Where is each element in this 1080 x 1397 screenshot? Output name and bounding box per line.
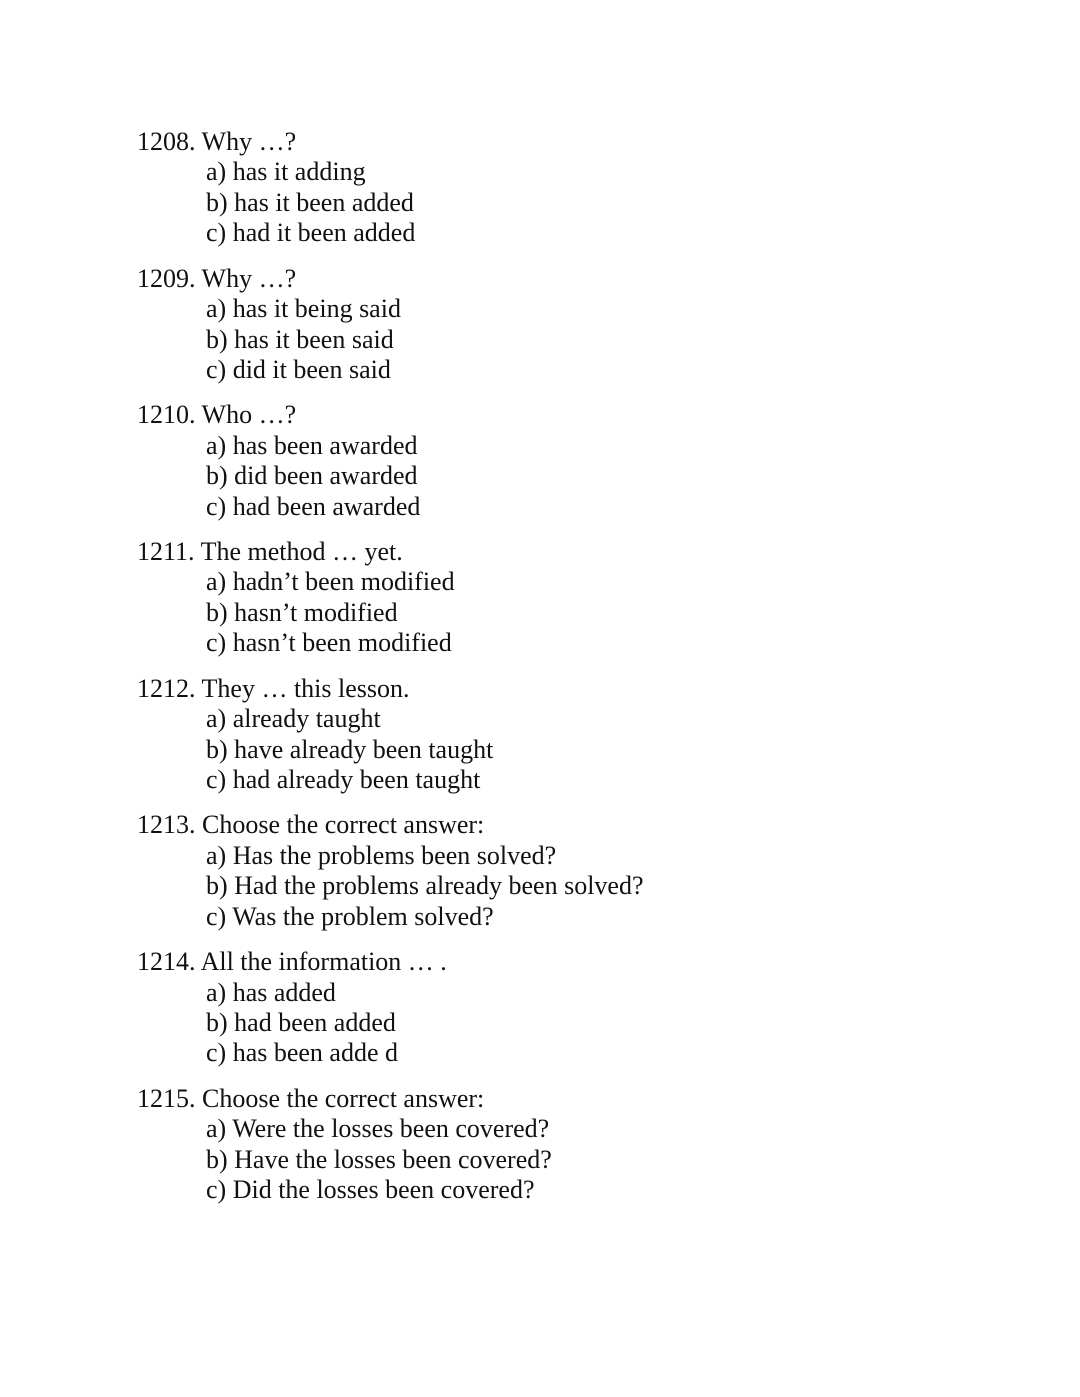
question-item bbox=[137, 400, 644, 537]
answer-option: c) Was the problem solved? bbox=[206, 901, 494, 931]
answer-option: a) Were the losses been covered? bbox=[206, 1114, 550, 1144]
question-item bbox=[137, 674, 644, 811]
question-stem: 1213. Choose the correct answer: bbox=[137, 810, 485, 840]
answer-option: b) have already been taught bbox=[206, 734, 494, 764]
answer-option: c) had already been taught bbox=[206, 764, 481, 794]
answer-option: b) has it been added bbox=[206, 187, 414, 217]
answer-option: a) already taught bbox=[206, 704, 381, 734]
answer-option: a) has been awarded bbox=[206, 430, 418, 460]
answer-option: a) has it being said bbox=[206, 294, 401, 324]
answer-option: b) hasn’t modified bbox=[206, 597, 398, 627]
question-item bbox=[137, 537, 644, 674]
question-stem: 1210. Who …? bbox=[137, 400, 297, 430]
question-item bbox=[137, 264, 644, 401]
answer-option: a) Has the problems been solved? bbox=[206, 840, 557, 870]
answer-option: b) Had the problems already been solved? bbox=[206, 871, 644, 901]
question-stem: 1208. Why …? bbox=[137, 127, 297, 156]
answer-option: b) did been awarded bbox=[206, 461, 418, 491]
question-item bbox=[137, 1084, 644, 1221]
answer-option: c) had it been added bbox=[206, 218, 416, 248]
question-item bbox=[137, 947, 644, 1084]
answer-option: c) had been awarded bbox=[206, 491, 421, 521]
question-item bbox=[137, 810, 644, 947]
question-stem: 1211. The method … yet. bbox=[137, 537, 403, 567]
answer-option: c) has been adde d bbox=[206, 1038, 399, 1068]
answer-option: c) hasn’t been modified bbox=[206, 628, 452, 658]
question-stem: 1214. All the information … . bbox=[137, 947, 447, 977]
answer-option: b) Have the losses been covered? bbox=[206, 1144, 552, 1174]
answer-option: c) did it been said bbox=[206, 354, 391, 384]
question-stem: 1209. Why …? bbox=[137, 263, 297, 293]
answer-option: b) has it been said bbox=[206, 324, 394, 354]
question-stem: 1212. They … this lesson. bbox=[137, 673, 410, 703]
question-stem: 1215. Choose the correct answer: bbox=[137, 1083, 485, 1113]
answer-option: b) had been added bbox=[206, 1007, 396, 1037]
answer-option: c) Did the losses been covered? bbox=[206, 1175, 535, 1205]
answer-option: a) has it adding bbox=[206, 157, 366, 187]
question-item bbox=[137, 127, 644, 264]
answer-option: a) has added bbox=[206, 977, 336, 1007]
question-list bbox=[137, 127, 644, 1221]
answer-option: a) hadn’t been modified bbox=[206, 567, 455, 597]
